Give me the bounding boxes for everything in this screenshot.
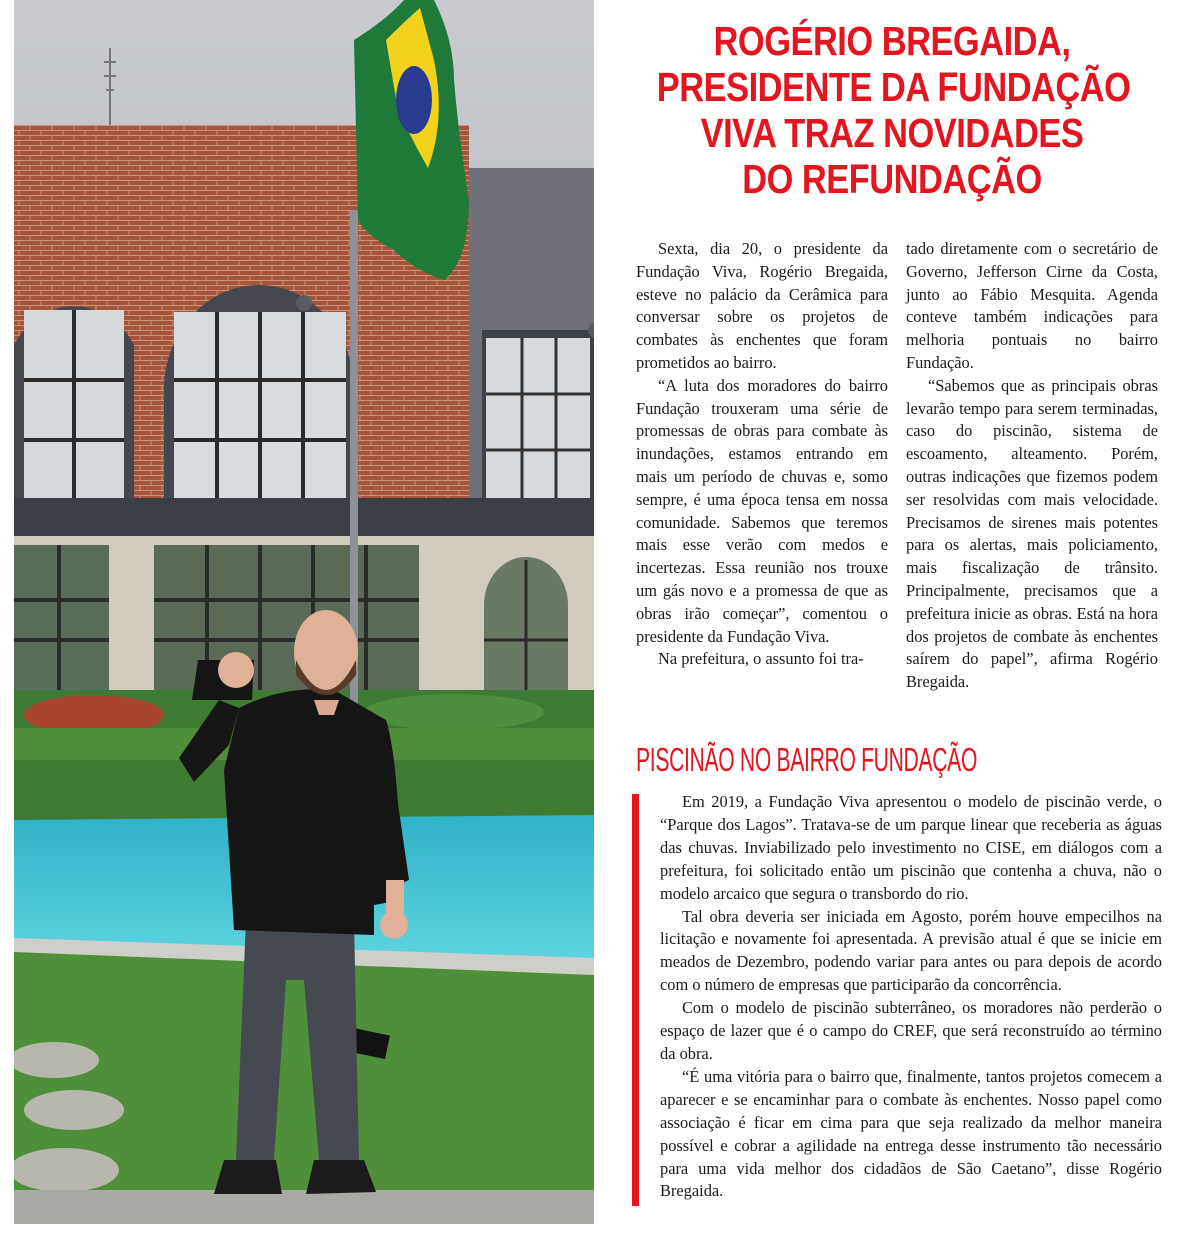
floor-beam xyxy=(14,498,594,536)
pavement xyxy=(14,1190,594,1224)
section-body xyxy=(660,791,1162,1203)
paragraph: Com o modelo de piscinão subterrâneo, os moradores não perderão o espaço de lazer que é o campo do CREF, que será reconstruído ao término da obra. xyxy=(660,998,1162,1063)
article-headline xyxy=(656,18,1131,202)
headline-line-3: VIVA TRAZ NOVIDADES xyxy=(700,110,1084,156)
photo-illustration xyxy=(14,0,594,1224)
headline-line-2: PRESIDENTE DA FUNDAÇÃO xyxy=(656,64,1131,110)
paragraph: Sexta, dia 20, o presidente da Fundação Viva, Rogério Bregaida, esteve no palácio da Cerâmica para conversar sobre os projetos de combates às enchentes que foram prometidos ao bairro. xyxy=(636,239,888,372)
headline-line-4: DO REFUNDAÇÃO xyxy=(742,156,1042,202)
paragraph: “Sabemos que as principais obras levarão tempo para serem terminadas, caso do piscinão, sistema de escoamento, alteamento. Porém, outras indicações que fizemos podem ser resolvidas com mais velocidade. Precisamos de sirenes mais potentes para os alertas, mais policiamento, mais fiscalização de trânsito. Principalmente, precisamos que a prefeitura inicie as obras. Está na hora dos projetos de combate às enchentes saírem do papel”, afirma Rogério Bregaida. xyxy=(906,375,1158,692)
paragraph: “É uma vitória para o bairro que, finalmente, tantos projetos comecem a aparecer e se encaminhar para o combate às enchentes. Nosso papel como associação é ficar em cima para que seja realizado da melhor maneira possível e cobrar a agilidade na entrega desse instrumento tão necessário para uma vida melhor dos cidadãos de São Caetano”, disse Rogério Bregaida. xyxy=(660,1066,1162,1201)
paragraph: tado diretamente com o secretário de Governo, Jefferson Cirne da Costa, junto ao Fábio Mesquita. Agenda conteve também indicações para melhoria pontuais no bairro Fundação. xyxy=(906,239,1158,372)
paragraph: Na prefeitura, o assunto foi tra- xyxy=(658,649,864,669)
paragraph: Tal obra deveria ser iniciada em Agosto, porém houve empecilhos na licitação e novamente foi apresentada. A previsão atual é que se inicie em meados de Dezembro, podendo variar para antes ou para depois de acordo com o número de empresas que participarão da concorrência. xyxy=(660,906,1162,995)
section-title: PISCINÃO NO BAIRRO FUNDAÇÃO xyxy=(636,741,978,778)
upper-windows xyxy=(24,310,346,498)
article-column-2 xyxy=(906,238,1158,694)
article-column-1 xyxy=(636,238,888,671)
paragraph: “A luta dos moradores do bairro Fundação trouxeram uma série de promessas de obras para combate às inundações, estamos entrando em mais um período de chuvas e, somo sempre, é uma época tensa em nossa comunidade. Sabemos que teremos mais esse verão com medos e incertezas. Essa reunião nos trouxe um gás novo e a promessa de que as obras irão começar”, comentou o presidente da Fundação Viva. xyxy=(636,375,888,646)
paragraph: Em 2019, a Fundação Viva apresentou o modelo de piscinão verde, o “Parque dos Lagos”. Tratava-se de um parque linear que receberia as águas das chuvas. Inviabilizado pelo investimento no CISE, em diálogos com a prefeitura, foi solicitado então um piscinão que contenha a chuva, não o modelo arcaico que segura o transbordo do rio. xyxy=(660,792,1162,903)
headline-line-1: ROGÉRIO BREGAIDA, xyxy=(713,18,1071,64)
section-accent-bar xyxy=(632,794,639,1206)
article-photo xyxy=(14,0,594,1224)
